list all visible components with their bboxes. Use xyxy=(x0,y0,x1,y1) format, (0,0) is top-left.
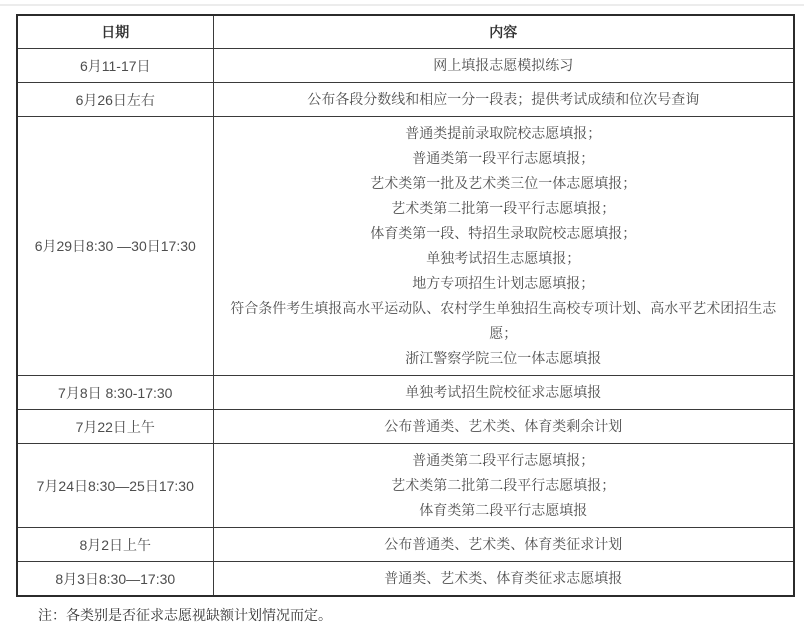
date-cell: 6月29日8:30 —30日17:30 xyxy=(17,117,213,376)
content-line: 符合条件考生填报高水平运动队、农村学生单独招生高校专项计划、高水平艺术团招生志愿； xyxy=(230,300,777,341)
table-row xyxy=(17,49,794,83)
content-cell xyxy=(213,376,794,410)
content-line: 体育类第二段平行志愿填报 xyxy=(419,502,588,518)
content-cell xyxy=(213,49,794,83)
content-line: 公布普通类、艺术类、体育类剩余计划 xyxy=(384,418,623,434)
page-top-divider xyxy=(0,4,804,6)
content-line: 普通类提前录取院校志愿填报； xyxy=(405,125,602,141)
table-row xyxy=(17,528,794,562)
content-line: 艺术类第一批及艺术类三位一体志愿填报； xyxy=(370,175,637,191)
date-cell: 7月8日 8:30-17:30 xyxy=(17,376,213,410)
content-line: 普通类第一段平行志愿填报； xyxy=(412,150,595,166)
table-row xyxy=(17,444,794,528)
table-row xyxy=(17,376,794,410)
content-cell xyxy=(213,410,794,444)
content-line: 普通类、艺术类、体育类征求志愿填报 xyxy=(384,570,623,586)
content-cell xyxy=(213,444,794,528)
date-cell: 7月22日上午 xyxy=(17,410,213,444)
content-cell xyxy=(213,117,794,376)
table-row xyxy=(17,562,794,597)
content-line: 单独考试招生志愿填报； xyxy=(426,250,581,266)
content-cell xyxy=(213,562,794,597)
table-row xyxy=(17,410,794,444)
header-row xyxy=(17,15,794,49)
content-line: 体育类第一段、特招生录取院校志愿填报； xyxy=(370,225,637,241)
header-content: 内容 xyxy=(213,15,794,49)
content-line: 公布各段分数线和相应一分一段表；提供考试成绩和位次号查询 xyxy=(307,91,700,107)
table-row xyxy=(17,83,794,117)
content-line: 单独考试招生院校征求志愿填报 xyxy=(405,384,602,400)
date-cell: 6月26日左右 xyxy=(17,83,213,117)
table-row xyxy=(17,117,794,376)
content-line: 艺术类第二批第一段平行志愿填报； xyxy=(391,200,616,216)
note-text: 注：各类别是否征求志愿视缺额计划情况而定。 xyxy=(38,607,332,623)
content-line: 普通类第二段平行志愿填报； xyxy=(412,452,595,468)
date-cell: 8月2日上午 xyxy=(17,528,213,562)
content-line: 公布普通类、艺术类、体育类征求计划 xyxy=(384,536,623,552)
content-line: 浙江警察学院三位一体志愿填报 xyxy=(405,350,602,366)
content-cell xyxy=(213,83,794,117)
content-cell xyxy=(213,528,794,562)
content-line: 网上填报志愿模拟练习 xyxy=(433,57,574,73)
schedule-table-body xyxy=(17,49,794,597)
content-line: 艺术类第二批第二段平行志愿填报； xyxy=(391,477,616,493)
date-cell: 6月11-17日 xyxy=(17,49,213,83)
header-date: 日期 xyxy=(17,15,213,49)
schedule-table xyxy=(16,14,795,597)
content-line: 地方专项招生计划志愿填报； xyxy=(412,275,595,291)
date-cell: 8月3日8:30—17:30 xyxy=(17,562,213,597)
date-cell: 7月24日8:30—25日17:30 xyxy=(17,444,213,528)
